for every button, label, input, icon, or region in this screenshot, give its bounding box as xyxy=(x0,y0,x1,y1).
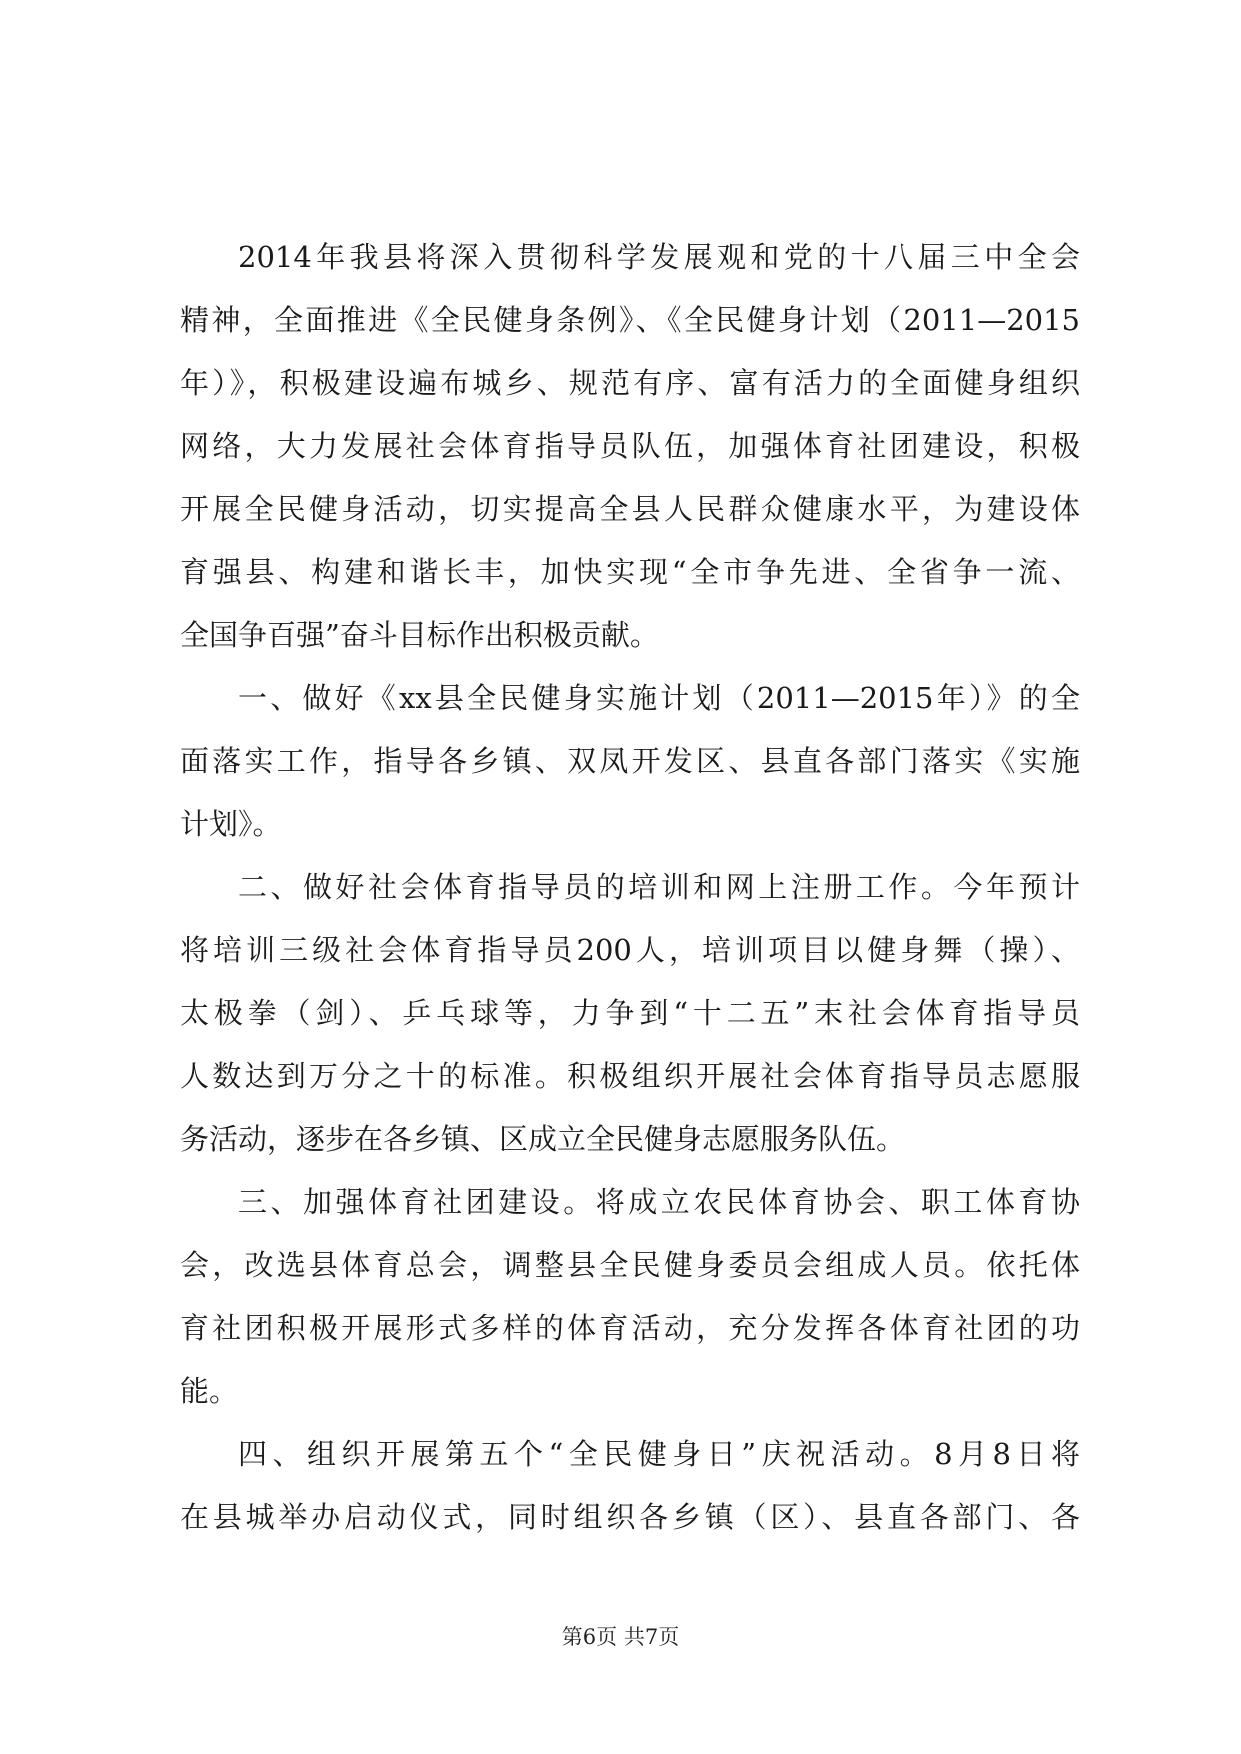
paragraph-intro-line: 网络，大力发展社会体育指导员队伍，加强体育社团建设，积极 xyxy=(180,429,1080,463)
paragraph-item-2-line: 二、做好社会体育指导员的培训和网上注册工作。今年预计 xyxy=(238,870,1080,904)
paragraph-item-2-line: 太极拳（剑）、乒乓球等，力争到“十二五”末社会体育指导员 xyxy=(180,996,1080,1030)
paragraph-item-3-line: 三、加强体育社团建设。将成立农民体育协会、职工体育协 xyxy=(238,1185,1080,1219)
paragraph-item-1-line: 一、做好《xx县全民健身实施计划（2011—2015年）》的全 xyxy=(238,681,1080,715)
paragraph-item-3-line: 育社团积极开展形式多样的体育活动，充分发挥各体育社团的功 xyxy=(180,1311,1080,1345)
paragraph-item-1-line: 面落实工作，指导各乡镇、双凤开发区、县直各部门落实《实施 xyxy=(180,744,1080,778)
paragraph-item-2-line: 人数达到万分之十的标准。积极组织开展社会体育指导员志愿服 xyxy=(180,1059,1080,1093)
paragraph-intro-line: 2014年我县将深入贯彻科学发展观和党的十八届三中全会 xyxy=(238,240,1080,274)
paragraph-intro-line: 开展全民健身活动，切实提高全县人民群众健康水平，为建设体 xyxy=(180,492,1080,526)
paragraph-intro-line: 全国争百强”奋斗目标作出积极贡献。 xyxy=(180,618,659,652)
document-body xyxy=(180,226,1080,1549)
paragraph-item-4-line: 在县城举办启动仪式，同时组织各乡镇（区）、县直各部门、各 xyxy=(180,1500,1080,1534)
paragraph-item-4-line: 四、组织开展第五个“全民健身日”庆祝活动。8月8日将 xyxy=(238,1437,1080,1471)
paragraph-item-2-line: 将培训三级社会体育指导员200人，培训项目以健身舞（操）、 xyxy=(180,933,1080,967)
page-number-footer: 第6页 共7页 xyxy=(561,1625,680,1649)
paragraph-item-3-line: 会，改选县体育总会，调整县全民健身委员会组成人员。依托体 xyxy=(180,1248,1080,1282)
paragraph-intro-line: 年）》，积极建设遍布城乡、规范有序、富有活力的全面健身组织 xyxy=(180,366,1080,400)
paragraph-item-1-line: 计划》。 xyxy=(180,807,282,841)
paragraph-item-3-line: 能。 xyxy=(180,1374,239,1408)
paragraph-item-2-line: 务活动，逐步在各乡镇、区成立全民健身志愿服务队伍。 xyxy=(180,1122,906,1156)
paragraph-intro-line: 育强县、构建和谐长丰，加快实现“全市争先进、全省争一流、 xyxy=(180,555,1080,589)
paragraph-intro-line: 精神，全面推进《全民健身条例》、《全民健身计划（2011—2015 xyxy=(180,303,1080,337)
